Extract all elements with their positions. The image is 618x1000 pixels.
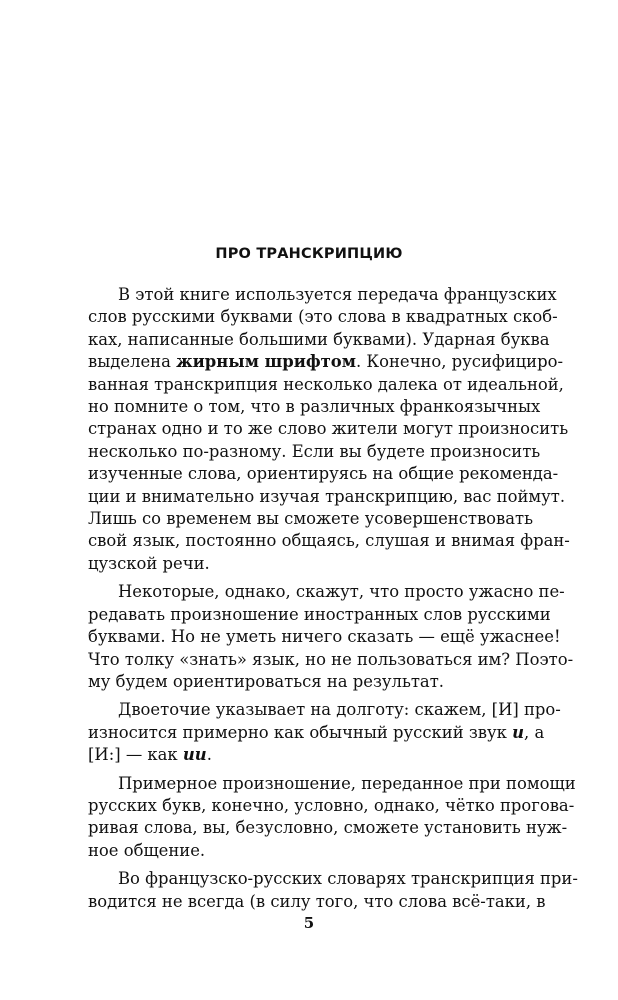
text-line: Во французско-русских словарях транскрипция при- — [118, 869, 578, 889]
text-line: несколько по-разному. Если вы будете произносить — [88, 441, 541, 461]
text-run: . — [206, 745, 212, 765]
paragraph-3 — [88, 699, 561, 766]
text-line: изученные слова, ориентируясь на общие рекоменда- — [88, 464, 559, 484]
text-line — [88, 351, 563, 373]
italic-emphasis: и — [512, 722, 525, 742]
text-line: му будем ориентироваться на результат. — [88, 671, 444, 691]
text-line: водится не всегда (в силу того, что слова всё-таки, в — [88, 891, 546, 911]
page-number: 5 — [303, 914, 315, 932]
text-run: выделена — [88, 352, 177, 372]
page-title: ПРО ТРАНСКРИПЦИЮ — [215, 246, 403, 262]
text-line: буквами. Но не уметь ничего сказать — ещё ужаснее! — [88, 627, 561, 647]
text-line: ривая слова, вы, безусловно, сможете установить нуж- — [88, 818, 568, 838]
italic-emphasis: ии — [182, 745, 207, 765]
paragraph-2 — [88, 581, 574, 693]
text-line: Лишь со временем вы сможете усовершенствовать — [88, 509, 534, 529]
text-line — [88, 744, 531, 766]
text-line: слов русскими буквами (это слова в квадратных скоб- — [88, 307, 558, 327]
text-line: цузской речи. — [88, 553, 210, 573]
text-line: ках, написанные большими буквами). Ударная буква — [88, 329, 550, 349]
text-run: [И:] — как — [88, 745, 183, 765]
text-line: Что толку «знать» язык, но не пользоваться им? Поэто- — [88, 649, 574, 669]
text-run: износится примерно как обычный русский звук — [88, 722, 513, 742]
body-text — [88, 284, 578, 913]
text-line: но помните о том, что в различных франкоязычных — [88, 397, 541, 417]
text-line: редавать произношение иностранных слов русскими — [88, 604, 551, 624]
bold-emphasis: жирным шрифтом — [176, 352, 356, 372]
text-run: , а — [524, 722, 545, 742]
text-line: странах одно и то же слово жители могут произносить — [88, 419, 569, 439]
text-line: Двоеточие указывает на долготу: скажем, [И] про- — [118, 700, 561, 720]
text-line: русских букв, конечно, условно, однако, чётко прогова- — [88, 795, 575, 815]
paragraph-4 — [88, 773, 576, 863]
text-line: ное общение. — [88, 840, 206, 860]
text-line: ции и внимательно изучая транскрипцию, вас поймут. — [88, 486, 566, 506]
paragraph-1 — [88, 284, 570, 575]
text-run: . Конечно, русифициро- — [355, 352, 563, 372]
text-line: Примерное произношение, переданное при помощи — [118, 773, 576, 793]
text-line — [88, 722, 545, 744]
text-line: свой язык, постоянно общаясь, слушая и внимая фран- — [88, 531, 570, 551]
text-line: В этой книге используется передача французских — [118, 285, 557, 304]
paragraph-5 — [88, 868, 578, 913]
text-line: ванная транскрипция несколько далека от идеальной, — [88, 374, 564, 394]
text-line: Некоторые, однако, скажут, что просто ужасно пе- — [118, 582, 565, 602]
